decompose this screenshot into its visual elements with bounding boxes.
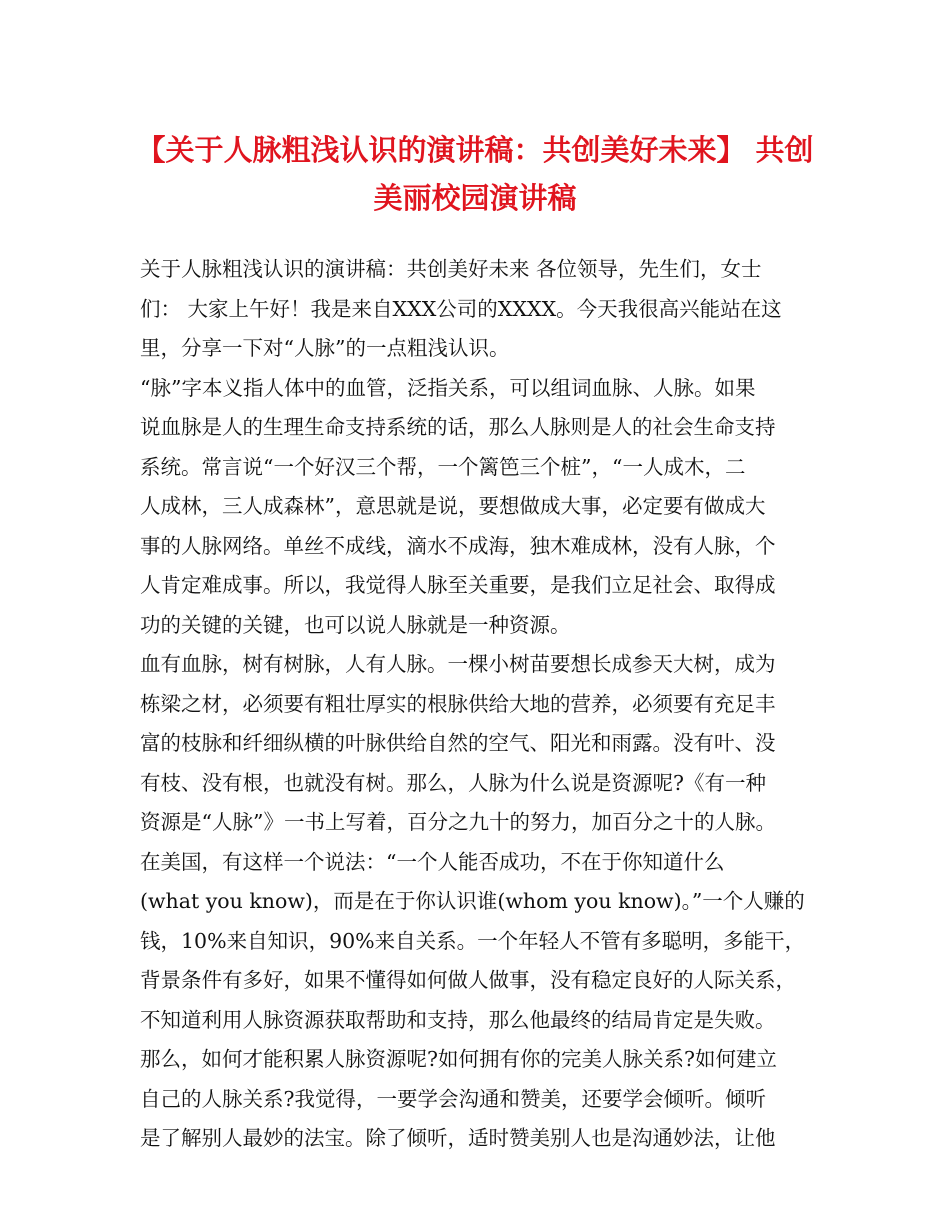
body-line: 里，分享一下对“人脉”的一点粗浅认识。 — [140, 336, 510, 360]
body-line: 们： 大家上午好！我是来自XXX公司的XXXX。今天我很高兴能站在这 — [140, 296, 782, 321]
title-line-2: 美丽校园演讲稿 — [373, 181, 577, 215]
body-line: 不知道利用人脉资源获取帮助和支持，那么他最终的结局肯定是失败。 — [140, 1007, 776, 1032]
body-line: 自己的人脉关系?我觉得，一要学会沟通和赞美，还要学会倾听。倾听 — [140, 1086, 766, 1111]
body-line: 关于人脉粗浅认识的演讲稿：共创美好未来 各位领导，先生们，女士 — [140, 257, 762, 281]
body-line: 功的关键的关键，也可以说人脉就是一种资源。 — [140, 612, 571, 637]
body-line: 说血脉是人的生理生命支持系统的话，那么人脉则是人的社会生命支持 — [140, 415, 776, 439]
body-line: 血有血脉，树有树脉，人有人脉。一棵小树苗要想长成参天大树，成为 — [140, 652, 776, 676]
body-line: (what you know)，而是在于你认识谁(whom you know)。”一个人赚的 — [140, 889, 805, 913]
title-line-1: 【关于人脉粗浅认识的演讲稿：共创美好未来】 共创 — [136, 133, 814, 167]
body-line: “脉”字本义指人体中的血管，泛指关系，可以组词血脉、人脉。如果 — [140, 375, 756, 400]
body-line: 钱，10%来自知识，90%来自关系。一个年轻人不管有多聪明，多能干， — [140, 928, 806, 953]
body-line: 人肯定难成事。所以，我觉得人脉至关重要，是我们立足社会、取得成 — [140, 573, 776, 597]
document-body — [140, 250, 830, 1159]
body-line: 那么，如何才能积累人脉资源呢?如何拥有你的完美人脉关系?如何建立 — [140, 1047, 777, 1071]
body-line: 有枝、没有根，也就没有树。那么，人脉为什么说是资源呢?《有一种 — [140, 770, 766, 795]
body-line: 事的人脉网络。单丝不成线，滴水不成海，独木难成林，没有人脉，个 — [140, 533, 776, 558]
body-line: 富的枝脉和纤细纵横的叶脉供给自然的空气、阳光和雨露。没有叶、没 — [140, 731, 776, 755]
body-line: 是了解别人最妙的法宝。除了倾听，适时赞美别人也是沟通妙法，让他 — [140, 1126, 776, 1150]
body-line: 资源是“人脉”》一书上写着，百分之九十的努力，加百分之十的人脉。 — [140, 810, 776, 834]
document-title — [130, 126, 820, 222]
body-line: 栋梁之材，必须要有粗壮厚实的根脉供给大地的营养，必须要有充足丰 — [140, 691, 776, 716]
body-line: 背景条件有多好，如果不懂得如何做人做事，没有稳定良好的人际关系， — [140, 968, 796, 992]
body-line: 在美国，有这样一个说法：“一个人能否成功，不在于你知道什么 — [140, 849, 725, 874]
body-line: 系统。常言说“一个好汉三个帮，一个篱笆三个桩”，“一人成木，二 — [140, 454, 746, 479]
body-line: 人成林，三人成森林”，意思就是说，要想做成大事，必定要有做成大 — [140, 494, 766, 518]
